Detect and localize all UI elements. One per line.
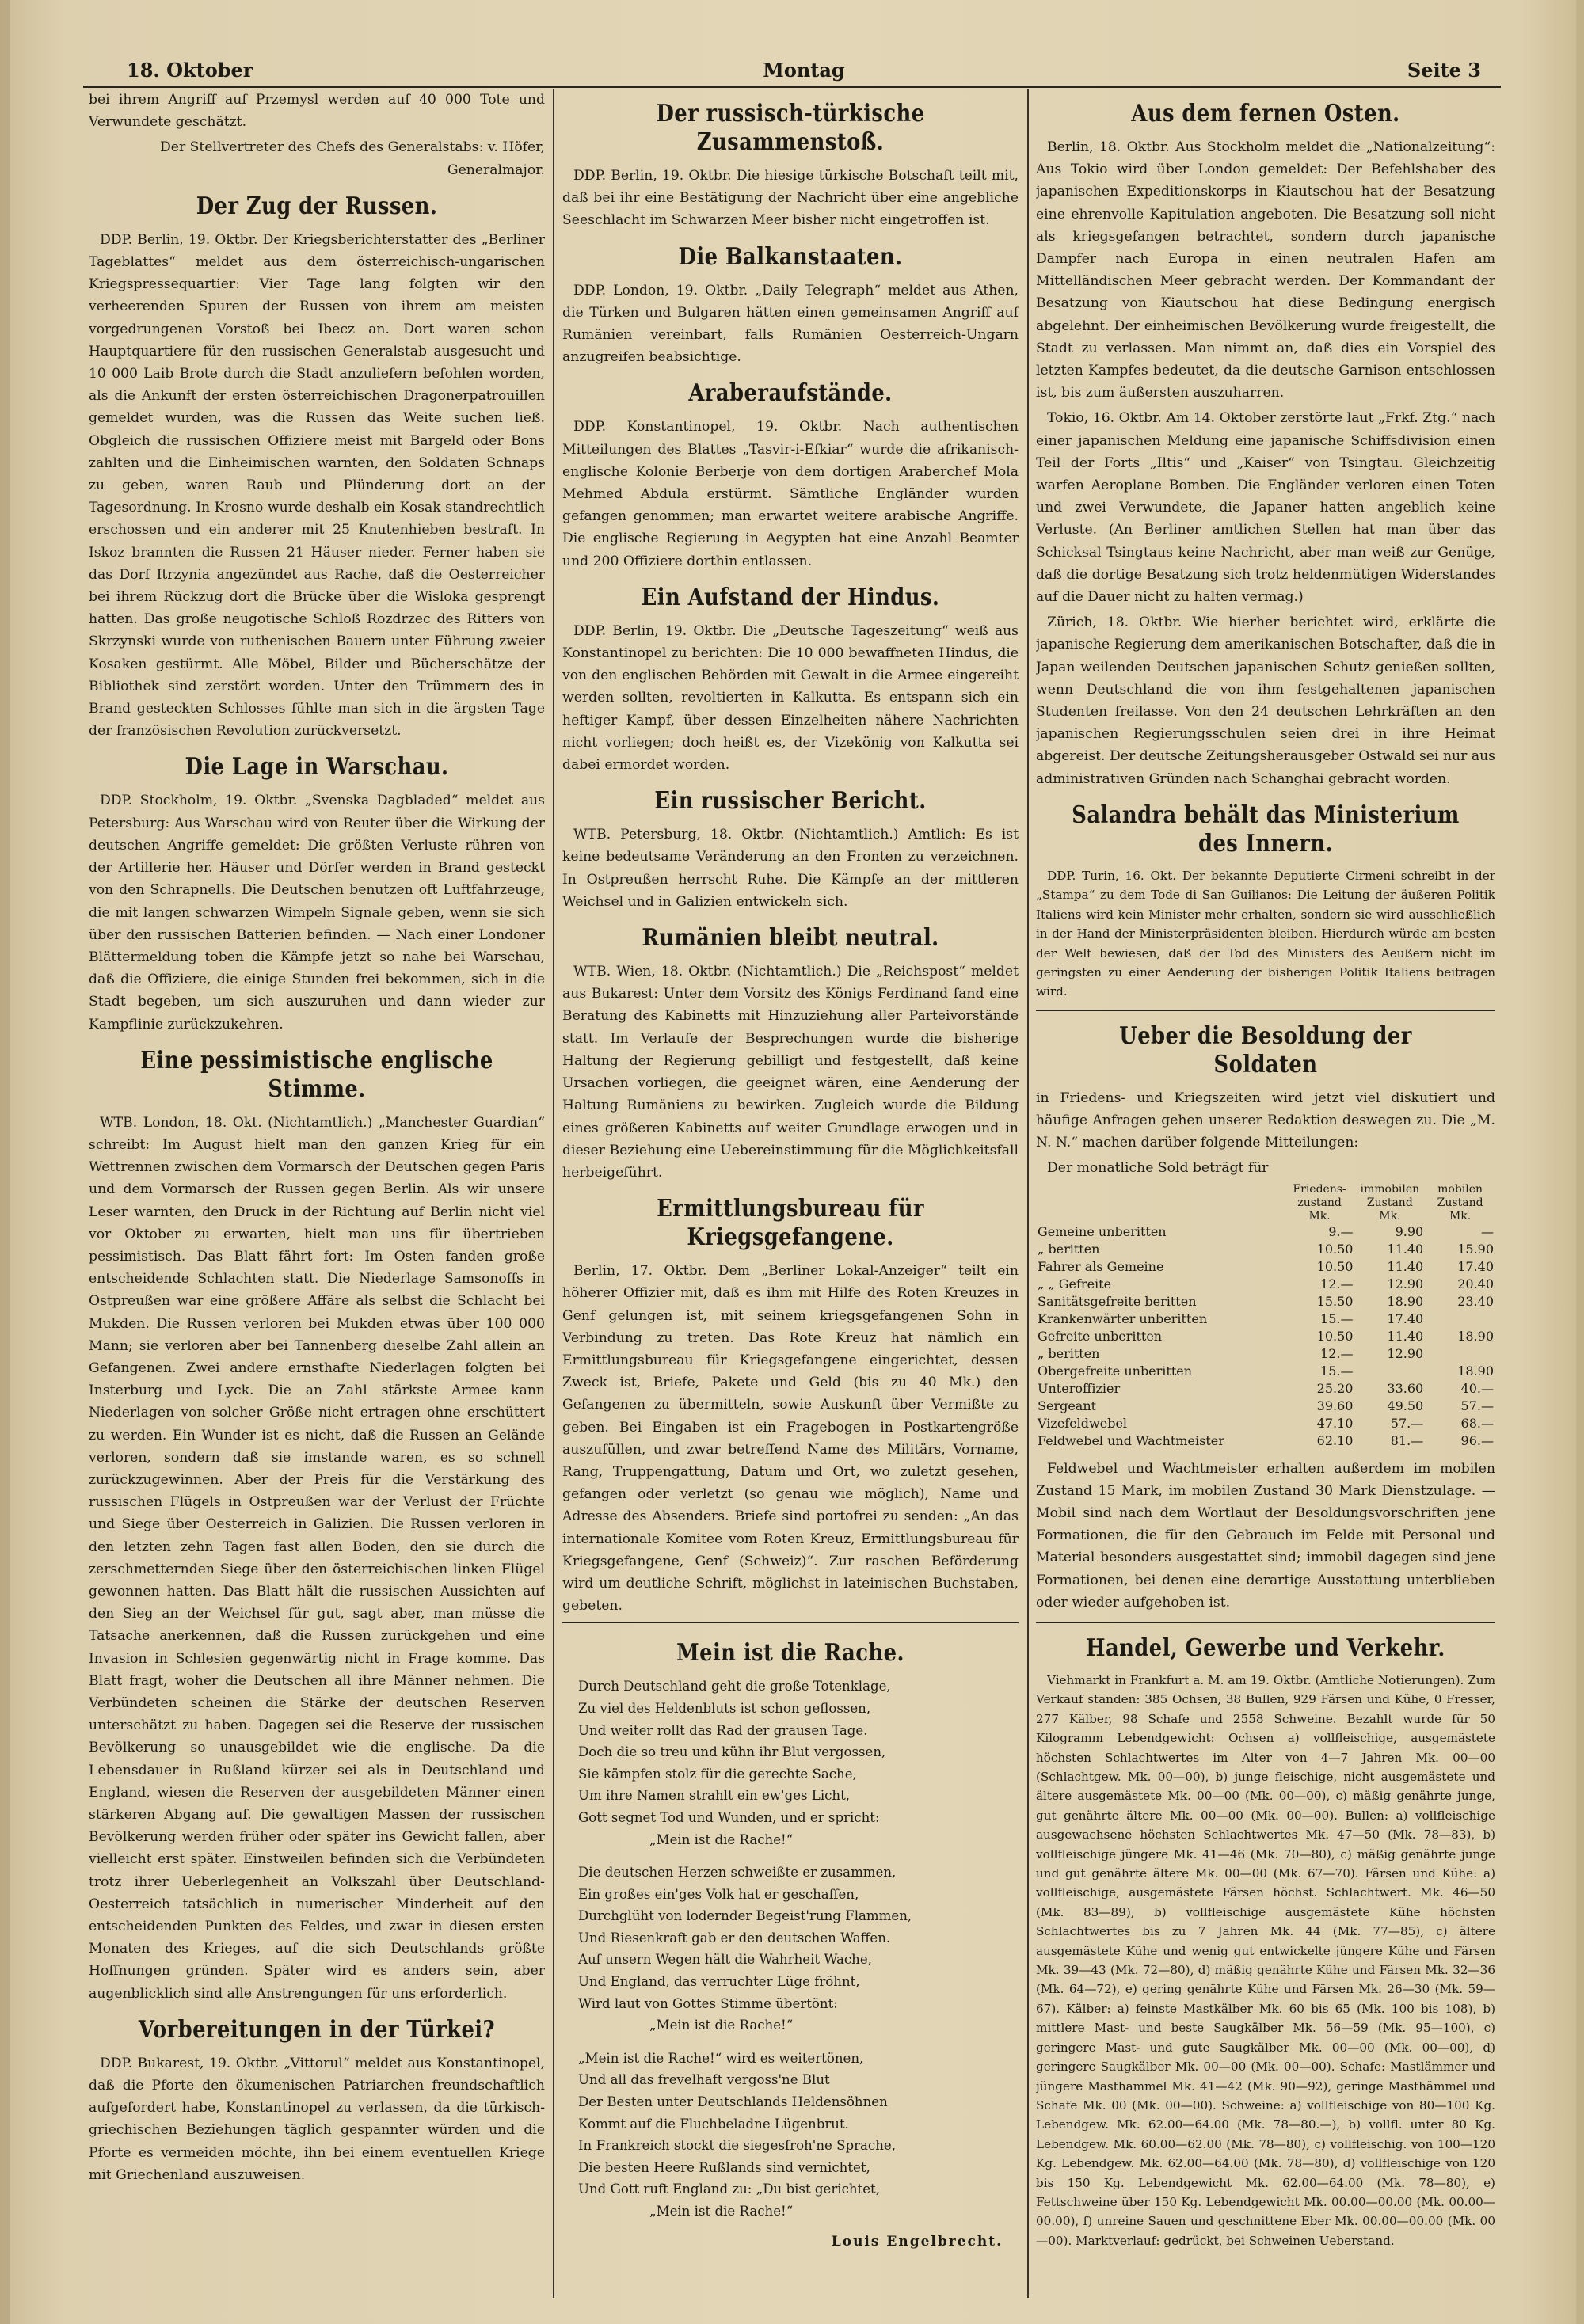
headline-russisch-tuerkisch: Der russisch-türkische Zusammenstoß. bbox=[656, 100, 925, 156]
article-text: Zürich, 18. Oktbr. Wie hierher berichtet wird, erklärte die japanische Regierung dem amerikanischen Botschafter, daß die in Japan weilenden Deutschen japanischen Schutz genießen sollten, wenn Deutschland die von ihm festgehaltenen japanischen Studenten freilasse. Von den 24 deutschen Lehrkräften an den japanischen Regierungsschulen seien drei in ihre Heimat abgereist. Der deutsche Zeitungsherausgeber Ostwald sei nur aus administrativen Gründen nach Schanghai gebracht worden. bbox=[1036, 614, 1495, 787]
value-cell: 11.40 bbox=[1387, 1258, 1424, 1274]
poem-line: Ein großes ein'ges Volk hat er geschaffen, bbox=[578, 1886, 859, 1902]
value-cell bbox=[1425, 1345, 1495, 1363]
value-cell: 10.50 bbox=[1316, 1328, 1354, 1344]
poem-line: Um ihre Namen strahlt ein ew'ges Licht, bbox=[578, 1788, 851, 1804]
value-cell: 81.— bbox=[1390, 1432, 1424, 1448]
value-cell: 57.— bbox=[1390, 1415, 1424, 1431]
article-text: Feldwebel und Wachtmeister erhalten außerdem im mobilen Zustand 15 Mark, im mobilen Zustand 30 Mark Dienstzulage. — Mobil sind nach dem Wortlaut der Besoldungsvorschriften jene Formationen, die für den Gebrauch im Felde mit Personal und Material besonders ausgestattet sind; immobil dagegen sind jene Formationen, bei denen eine derartige Ausstattung unterblieben oder wieder aufgehoben ist. bbox=[1036, 1460, 1495, 1611]
value-cell: 9.90 bbox=[1395, 1223, 1424, 1239]
headline-handel-gewerbe: Handel, Gewerbe und Verkehr. bbox=[1086, 1634, 1445, 1662]
poem-line: „Mein ist die Rache!“ wird es weitertönen, bbox=[578, 2050, 864, 2066]
rank-cell: Unteroffizier bbox=[1038, 1380, 1121, 1396]
article-text: WTB. London, 18. Okt. (Nichtamtlich.) „Manchester Guardian“ schreibt: Im August hielt man den ganzen Krieg für ein Wettrennen zwischen dem Vormarsch der Deutschen gegen Paris und dem Vormarsch der Russen gegen Berlin. Als wir unsere Leser warnten, den Druck in der Richtung auf Berlin nicht viel vor Oktober zu erwarten, hielt man uns für übertrieben pessimistisch. Das Blatt fährt fort: Im Osten fanden große entscheidende Schlachten statt. Die Niederlage Samsonoffs in Ostpreußen war eine größere Affäre als selbst die Schlacht bei Mukden. Die Russen verloren bei Mukden etwas über 100 000 Mann; sie verloren aber bei Tannenberg dieselbe Zahl allein an Gefangenen. Zwei andere ernsthafte Niederlagen folgten bei Insterburg und Lyck. Die an Zahl stärkste Armee kann Niederlagen von solcher Größe nicht ertragen ohne erschüttert zu werden. Ein Wunder ist es nicht, daß die Russen an Gelände verloren, sondern daß sie imstande waren, es so schnell zurückzugewinnen. Aber der Preis für die Verstärkung des russischen Flügels in Ostpreußen war der Verlust der Früchte und Siege über Oesterreich in Galizien. Die Russen verloren in den letzten zehn Tagen fast allen Boden, den sie durch die zerschmetternden Siege über den österreichischen linken Flügel gewonnen hatten. Das Blatt hält die russischen Aussichten auf den Sieg an der Weichsel für gut, sagt aber, man müsse die Tatsache anerkennen, daß die Russen zurückgehen und eine Invasion in Schlesien gegenwärtig nicht in Frage komme. Das Blatt fragt, woher die Deutschen all ihre Männer nehmen. Die Verbündeten scheinen die Stärke der deutschen Reserven unterschätzt zu haben. Dagegen sei die Reserve der russischen Bevölkerung so unausgebildet wie die englische. Da die Lebensdauer in Rußland kürzer sei als in Deutschland und England, wiesen die Reserven der ausgebildeten Männer einen stärkeren Abgang auf. Die gewaltigen Massen der russischen Bevölkerung werden früher oder später ins Gewicht fallen, aber vielleicht erst später. Einstweilen befinden sich die Verbündeten trotz ihrer Ueberlegenheit an Volkszahl über Deutschland-Oesterreich tatsächlich in numerischer Minderheit auf den entscheidenden Punkten des Feldes, und zwar in diesen ersten Monaten des Krieges, auf die sich Deutschlands größte Hoffnungen gründen. Später wird es anders sein, aber augenblicklich sind alle Anstrengungen für uns erforderlich. bbox=[89, 1114, 545, 2002]
poem-line: Kommt auf die Fluchbeladne Lügenbrut. bbox=[578, 2116, 849, 2132]
value-cell: — bbox=[1481, 1223, 1494, 1239]
table-row bbox=[1036, 1293, 1495, 1310]
header-date: 18. Oktober bbox=[127, 59, 253, 82]
column-divider-2 bbox=[1027, 89, 1029, 2298]
table-row bbox=[1036, 1310, 1495, 1328]
poem-line: Durchglüht von lodernder Begeist'rung Flammen, bbox=[578, 1908, 912, 1924]
header-rule bbox=[83, 86, 1501, 88]
value-cell: 9.— bbox=[1328, 1223, 1354, 1239]
article-text: Der monatliche Sold beträgt für bbox=[1047, 1160, 1269, 1177]
poem-stanza bbox=[578, 2048, 1003, 2223]
poem-line: Die deutschen Herzen schweißte er zusammen, bbox=[578, 1865, 897, 1881]
value-cell: 11.40 bbox=[1387, 1241, 1424, 1257]
poem-line: In Frankreich stockt die siegesfroh'ne Sprache, bbox=[578, 2138, 896, 2154]
headline-salandra: Salandra behält das Ministerium des Innern. bbox=[1072, 801, 1460, 858]
rank-cell: Gefreite unberitten bbox=[1038, 1328, 1163, 1344]
continued-text: bei ihrem Angriff auf Przemysl werden auf 40 000 Tote und Verwundete geschätzt. bbox=[89, 92, 545, 131]
article-text: DDP. Bukarest, 19. Oktbr. „Vittorul“ meldet aus Konstantinopel, daß die Pforte den ökumenischen Patriarchen freundschaftlich aufgefordert habe, Konstantinopel zu verlassen, da die türkisch-griechischen Beziehungen täglich gespannter würden und die Pforte es vermeiden möchte, ihn bei einem eventuellen Kriege mit Griechenland auszuweisen. bbox=[89, 2055, 545, 2183]
value-cell: 17.40 bbox=[1387, 1310, 1424, 1326]
value-cell: 18.90 bbox=[1457, 1363, 1494, 1379]
poem-line: Und England, das verruchter Lüge fröhnt, bbox=[578, 1974, 860, 1990]
rank-cell: Sergeant bbox=[1038, 1398, 1097, 1413]
header-page-number: Seite 3 bbox=[1407, 59, 1481, 82]
value-cell: 15.— bbox=[1320, 1363, 1354, 1379]
article-text: DDP. Berlin, 19. Oktbr. Die hiesige türkische Botschaft teilt mit, daß bei ihr eine Bestätigung der Nachricht über eine angebliche Seeschlacht im Schwarzen Meer bisher nicht eingetroffen ist. bbox=[562, 168, 1019, 229]
value-cell: 12.— bbox=[1320, 1345, 1354, 1361]
rank-cell: Feldwebel und Wachtmeister bbox=[1038, 1432, 1224, 1448]
page-edge-shadow bbox=[1576, 0, 1584, 2324]
value-cell: 10.50 bbox=[1316, 1258, 1354, 1274]
rank-cell: Krankenwärter unberitten bbox=[1038, 1310, 1208, 1326]
rank-cell: Gemeine unberitten bbox=[1038, 1223, 1167, 1239]
value-cell bbox=[1425, 1310, 1495, 1328]
table-row bbox=[1036, 1276, 1495, 1293]
article-text: DDP. Stockholm, 19. Oktbr. „Svenska Dagbladed“ meldet aus Petersburg: Aus Warschau wird von Reuter über die Wirkung der deutschen Angriffe gemeldet: Die größten Verluste rühren von der Artillerie her. Häuser und Dörfer werden in Brand gesteckt von den Schrapnells. Die Deutschen benutzen oft Luftfahrzeuge, die mit langen schwarzen Wimpeln Signale geben, wenn sie sich über den russischen Batterien befinden. — Nach einer Londoner Blättermeldung toben die Kämpfe jetzt so nahe bei Warschau, daß die Offiziere, die einige Stunden frei bekommen, sich in die Stadt begeben, um sich auszuruhen und dann wieder zur Kampflinie zurückzukehren. bbox=[89, 793, 545, 1033]
article-text: DDP. Turin, 16. Okt. Der bekannte Deputierte Cirmeni schreibt in der „Stampa“ zu dem Tode di San Guilianos: Die Leitung der äußeren Politik Italiens wird kein Minister mehr erhalten, sondern sie wird ausschließlich in der Hand der Ministerpräsidenten bleiben. Hierdurch würde am besten der Welt bewiesen, daß der Tod des Ministers des Aeußern nicht im geringsten zu einer Aenderung der bisherigen Politik Italiens beitragen wird. bbox=[1036, 868, 1495, 999]
poem-line: Sie kämpfen stolz für die gerechte Sache, bbox=[578, 1766, 857, 1782]
value-cell: 47.10 bbox=[1316, 1415, 1354, 1431]
article-text: DDP. Berlin, 19. Oktbr. Der Kriegsberichterstatter des „Berliner Tageblattes“ meldet aus dem österreichisch-ungarischen Kriegspressequartier: Vier Tage lang folgten wir den verheerenden Spuren der Russen von ihrem am meisten vorgedrungenen Vorstoß bei Ibecz an. Dort waren schon Hauptquartiere für den russischen Generalstab ausgesucht und 10 000 Laib Brote durch die Stadt anzuliefern befohlen worden, als die Ankunft der ersten österreichischen Dragonerpatrouillen gemeldet wurden, was die Russen das Weite suchen ließ. Obgleich die russischen Offiziere meist mit Bargeld oder Bons zahlten und die Einheimischen warnten, den Soldaten Schnaps zu geben, waren Raub und Plünderung dort an der Tagesordnung. In Krosno wurde deshalb ein Kosak standrechtlich erschossen und ein anderer mit 25 Knutenhieben bestraft. In Iskoz brannten die Russen 21 Häuser nieder. Ferner haben sie das Dorf Itrzynia angezündet aus Rache, daß die Oesterreicher bei ihrem Rückzug dort die Brücke über die Wisloka gesprengt hatten. Das große neugotische Schloß Rozdrzec des Ritters von Skrzynski wurde von ruthenischen Bauern unter Führung zweier Kosaken gestürmt. Alle Möbel, Bilder und Bücherschätze der Bibliothek sind zerstört worden. Unter den Trümmern des in Brand gesteckten Schlosses fühlte man sich in die ärgsten Tage der französischen Revolution zurückversetzt. bbox=[89, 231, 545, 740]
poem-line: Durch Deutschland geht die große Totenklage, bbox=[578, 1679, 891, 1695]
poem bbox=[562, 1622, 1019, 2249]
table-row bbox=[1036, 1398, 1495, 1415]
value-cell: 15.50 bbox=[1316, 1293, 1354, 1309]
column-1 bbox=[89, 89, 545, 2292]
rank-cell: „ beritten bbox=[1038, 1241, 1100, 1257]
table-row bbox=[1036, 1241, 1495, 1258]
table-row bbox=[1036, 1432, 1495, 1450]
header-day: Montag bbox=[763, 59, 845, 82]
table-row bbox=[1036, 1363, 1495, 1380]
value-cell: 18.90 bbox=[1387, 1293, 1424, 1309]
headline-englische-stimme: Eine pessimistische englische Stimme. bbox=[140, 1046, 493, 1103]
rank-cell: Fahrer als Gemeine bbox=[1038, 1258, 1164, 1274]
poem-line: Und all das frevelhaft vergoss'ne Blut bbox=[578, 2072, 830, 2088]
signature-line: Der Stellvertreter des Chefs des Generalstabs: v. Höfer, Generalmajor. bbox=[160, 139, 545, 178]
value-cell: 18.90 bbox=[1457, 1328, 1494, 1344]
table-row bbox=[1036, 1345, 1495, 1363]
table-header-cell bbox=[1036, 1183, 1285, 1223]
value-cell: 33.60 bbox=[1387, 1380, 1424, 1396]
poem-title: Mein ist die Rache. bbox=[676, 1639, 904, 1668]
pay-table bbox=[1036, 1183, 1495, 1450]
article-text: DDP. Berlin, 19. Oktbr. Die „Deutsche Tageszeitung“ weiß aus Konstantinopel zu berichten: Die 10 000 bewaffneten Hindus, die von den englischen Behörden mit Gewalt in die Armee eingereiht werden sollten, revoltierten in Kalkutta. Es entspann sich ein heftiger Kampf, über dessen Einzelheiten nähere Nachrichten nicht vorliegen; doch heißt es, der Vizekönig von Kalkutta sei dabei ermordet worden. bbox=[562, 622, 1019, 774]
article-text: WTB. Wien, 18. Oktbr. (Nichtamtlich.) Die „Reichspost“ meldet aus Bukarest: Unter dem Vorsitz des Königs Ferdinand fand eine Beratung des Kabinetts mit Hinzuziehung aller Parteivorstände statt. Im Verlaufe der Besprechungen wurde die bisherige Haltung der Regierung gebilligt und festgestellt, daß keine Ursachen vorliegen, die geeignet wären, eine Aenderung der Haltung Rumäniens zu bewirken. Zugleich wurde die Bildung eines größeren Kabinetts auf weiter Grundlage erwogen und in dieser Beziehung eine Uebereinstimmung für die Möglichkeitsfall herbeigeführt. bbox=[562, 964, 1019, 1181]
value-cell: 96.— bbox=[1460, 1432, 1494, 1448]
poem-author: Louis Engelbrecht. bbox=[831, 2233, 1003, 2250]
column-divider-1 bbox=[553, 89, 554, 2298]
poem-line: Zu viel des Heldenbluts ist schon geflossen, bbox=[578, 1700, 871, 1716]
headline-fernen-osten: Aus dem fernen Osten. bbox=[1131, 100, 1400, 127]
table-row bbox=[1036, 1415, 1495, 1432]
value-cell: 12.90 bbox=[1387, 1276, 1424, 1291]
headline-araberaufstaende: Araberaufstände. bbox=[688, 379, 893, 408]
article-text: WTB. Petersburg, 18. Oktbr. (Nichtamtlich.) Amtlich: Es ist keine bedeutsame Veränderung an den Fronten zu verzeichnen. In Ostpreußen herrscht Ruhe. Die Kämpfe an der mittleren Weichsel und in Galizien entwickeln sich. bbox=[562, 827, 1019, 910]
headline-besoldung: Ueber die Besoldung der Soldaten bbox=[1119, 1021, 1412, 1078]
poem-line: Doch die so treu und kühn ihr Blut vergossen, bbox=[578, 1744, 886, 1760]
value-cell: 10.50 bbox=[1316, 1241, 1354, 1257]
value-cell: 25.20 bbox=[1316, 1380, 1354, 1396]
value-cell: 11.40 bbox=[1387, 1328, 1424, 1344]
value-cell: 62.10 bbox=[1316, 1432, 1354, 1448]
value-cell: 17.40 bbox=[1457, 1258, 1494, 1274]
article-text: Berlin, 18. Oktbr. Aus Stockholm meldet die „Nationalzeitung“: Aus Tokio wird über London gemeldet: Der Befehlshaber des japanischen Expeditionskorps in Kiautschou hat der Besatzung eine ehrenvolle Kapitulation angeboten. Die Besatzung soll nicht als kriegsgefangen betrachtet, sondern durch japanische Dampfer nach Europa in einen neutralen Hafen am Mittelländischen Meer gebracht werden. Der Kommandant der Besatzung von Kiautschou hat diese Bedingung energisch abgelehnt. Der einheimischen Bevölkerung wurde freigestellt, die Stadt zu verlassen. Man nimmt an, daß dies ein Vorspiel des letzten Kampfes bedeutet, da die deutsche Garnison entschlossen ist, bis zum äußersten auszuharren. bbox=[1036, 139, 1495, 401]
table-row bbox=[1036, 1328, 1495, 1345]
article-text: Tokio, 16. Oktbr. Am 14. Oktober zerstörte laut „Frkf. Ztg.“ nach einer japanischen Meldung eine japanische Schiffsdivision einen Teil der Forts „Iltis“ und „Kaiser“ von Tsingtau. Gleichzeitig warfen Aeroplane Bomben. Die Engländer verloren einen Toten und zwei Verwundete, die Japaner hatten angeblich keine Verluste. (An Berliner amtlichen Stellen hat man über das Schicksal Tsingtaus keine Nachricht, aber man weiß zur Genüge, daß die dortige Besatzung sich trotz heldenmütigen Widerstandes auf die Dauer nicht zu halten vermag.) bbox=[1036, 410, 1495, 606]
article-text: DDP. London, 19. Oktbr. „Daily Telegraph“ meldet aus Athen, die Türken und Bulgaren hätten einen gemeinsamen Angriff auf Rumänien vereinbart, falls Rumänien Oesterreich-Ungarn anzugreifen beabsichtige. bbox=[562, 282, 1019, 366]
article-text: DDP. Konstantinopel, 19. Oktbr. Nach authentischen Mitteilungen des Blattes „Tasvir-i-Efkiar“ wurde die afrikanisch-englische Kolonie Berberje von dem dortigen Araberchef Mola Mehmed Abdula erstürmt. Sämtliche Engländer wurden gefangen genommen; man erwartet weitere arabische Angriffe. Die englische Regierung in Aegypten hat eine Anzahl Beamter und 200 Offiziere dorthin entlassen. bbox=[562, 419, 1019, 569]
value-cell bbox=[1354, 1363, 1425, 1380]
table-row bbox=[1036, 1223, 1495, 1241]
article-text: in Friedens- und Kriegszeiten wird jetzt viel diskutiert und häufige Anfragen gehen unserer Redaktion deswegen zu. Die „M. N. N.“ machen darüber folgende Mitteilungen: bbox=[1036, 1090, 1495, 1151]
value-cell: 40.— bbox=[1460, 1380, 1494, 1396]
rank-cell: Sanitätsgefreite beritten bbox=[1038, 1293, 1197, 1309]
table-header-cell: immobilen Zustand Mk. bbox=[1360, 1182, 1420, 1223]
value-cell: 23.40 bbox=[1457, 1293, 1494, 1309]
value-cell: 12.90 bbox=[1387, 1345, 1424, 1361]
section-rule bbox=[1036, 1622, 1495, 1623]
poem-line: „Mein ist die Rache!“ bbox=[649, 1831, 794, 1847]
table-header-cell: mobilen Zustand Mk. bbox=[1437, 1182, 1483, 1223]
headline-ermittlungsbureau: Ermittlungsbureau für Kriegsgefangene. bbox=[657, 1195, 924, 1252]
column-2 bbox=[562, 89, 1019, 2292]
headline-lage-warschau: Die Lage in Warschau. bbox=[185, 753, 449, 782]
headline-vorbereitungen-tuerkei: Vorbereitungen in der Türkei? bbox=[138, 2015, 496, 2044]
poem-line: „Mein ist die Rache!“ bbox=[649, 2018, 794, 2033]
article-text: Viehmarkt in Frankfurt a. M. am 19. Oktbr. (Amtliche Notierungen). Zum Verkauf standen: 385 Ochsen, 38 Bullen, 929 Färsen und Kühe, 0 Fresser, 277 Kälber, 98 Schafe und 2558 Schweine. Bezahlt wurde für 50 Kilogramm Lebendgewicht: Ochsen a) vollfleischige, ausgemästete höchsten Schlachtwertes im Alter von 4—7 Jahren Mk. 00—00 (Schlachtgew. Mk. 00—00), b) junge fleischige, nicht ausgemästete und ältere ausgemästete Mk. 00—00 (Mk. 00—00), c) mäßig genährte junge, gut genährte ältere Mk. 00—00 (Mk. 00—00). Bullen: a) vollfleischige ausgewachsene höchsten Schlachtwertes Mk. 47—50 (Mk. 78—83), b) vollfleischige jüngere Mk. 41—46 (Mk. 70—80), c) mäßig genährte junge und gut genährte ältere Mk. 00—00 (Mk. 67—70). Färsen und Kühe: a) vollfleischige, ausgemästete Färsen höchst. Schlachtwert. Mk. 46—50 (Mk. 83—89), b) vollfleischige ausgemästete Kühe höchsten Schlachtwertes bis zu 7 Jahren Mk. 44 (Mk. 77—85), c) ältere ausgemästete Kühe und wenig gut entwickelte jüngere Kühe und Färsen Mk. 39—43 (Mk. 72—80), d) mäßig genährte Kühe und Färsen Mk. 32—36 (Mk. 64—72), e) gering genährte Kühe und Färsen Mk. 26—30 (Mk. 59—67). Kälber: a) feinste Mastkälber Mk. 60 bis 65 (Mk. 100 bis 108), b) mittlere Mast- und beste Saugkälber Mk. 56—59 (Mk. 95—100), c) geringere Mast- und gute Saugkälber Mk. 00—00 (Mk. 00—00), d) geringere Saugkälber Mk. 00—00 (Mk. 00—00). Schafe: Mastlämmer und jüngere Masthammel Mk. 41—42 (Mk. 90—92), geringe Masthämmel und Schafe Mk. 00 (Mk. 00—00). Schweine: a) vollfleischige von 80—100 Kg. Lebendgew. Mk. 62.00—64.00 (Mk. 78—80.—), b) vollfl. unter 80 Kg. Lebendgew. Mk. 60.00—62.00 (Mk. 78—80), c) vollfleischig. von 100—120 Kg. Lebendgew. Mk. 62.00—64.00 (Mk. 78—80), d) vollfleischige von 120 bis 150 Kg. Lebendgewicht Mk. 62.00—64.00 (Mk. 78—80), e) Fettschweine über 150 Kg. Lebendgewicht Mk. 00.00—00.00 (Mk. 00.00—00.00), f) unreine Sauen und geschnittene Eber Mk. 00.00—00.00 (Mk. 00—00). Marktverlauf: gedrückt, bei Schweinen Ueberstand. bbox=[1036, 1672, 1495, 2248]
table-row bbox=[1036, 1258, 1495, 1276]
poem-stanza bbox=[578, 1675, 1003, 1850]
page-header bbox=[127, 59, 1481, 86]
headline-russischer-bericht: Ein russischer Bericht. bbox=[654, 787, 927, 816]
poem-line: Gott segnet Tod und Wunden, und er spricht: bbox=[578, 1809, 880, 1825]
page-fold-shadow bbox=[0, 0, 10, 2324]
rank-cell: „ „ Gefreite bbox=[1038, 1276, 1112, 1291]
value-cell: 20.40 bbox=[1457, 1276, 1494, 1291]
rank-cell: Obergefreite unberitten bbox=[1038, 1363, 1193, 1379]
poem-line: Der Besten unter Deutschlands Heldensöhnen bbox=[578, 2094, 888, 2110]
poem-line: Wird laut von Gottes Stimme übertönt: bbox=[578, 1995, 838, 2011]
poem-line: Und weiter rollt das Rad der grausen Tage. bbox=[578, 1722, 868, 1738]
value-cell: 57.— bbox=[1460, 1398, 1494, 1413]
column-3 bbox=[1036, 89, 1495, 2292]
poem-line: Und Gott ruft England zu: „Du bist gerichtet, bbox=[578, 2181, 880, 2197]
value-cell: 68.— bbox=[1460, 1415, 1494, 1431]
rank-cell: „ beritten bbox=[1038, 1345, 1100, 1361]
headline-zug-der-russen: Der Zug der Russen. bbox=[196, 192, 438, 220]
value-cell: 39.60 bbox=[1316, 1398, 1354, 1413]
article-text: Berlin, 17. Oktbr. Dem „Berliner Lokal-Anzeiger“ teilt ein höherer Offizier mit, daß es ihm mit Hilfe des Roten Kreuzes in Genf gelungen ist, mit seinem kriegsgefangenen Sohn in Verbindung zu treten. Das Rote Kreuz hat nämlich ein Ermittlungsbureau für Kriegsgefangene eingerichtet, dessen Zweck ist, Briefe, Pakete und Geld (bis zu 40 Mk.) den Gefangenen zu übermitteln, sowie Auskunft über Vermißte zu geben. Bei Eingaben ist ein Fragebogen in Postkartengröße auszufüllen, und zwar betreffend Name des Militärs, Vorname, Rang, Truppengattung, Datum und Ort, wo zuletzt gesehen, gefangen oder verletzt (so genau wie möglich), Name und Adresse des Absenders. Briefe sind portofrei zu senden: „An das internationale Komitee vom Roten Kreuz, Ermittlungsbureau für Kriegsgefangene, Genf (Schweiz)“. Zur raschen Beförderung wird um deutliche Schrift, möglichst in lateinischen Buchstaben, gebeten. bbox=[562, 1263, 1019, 1615]
value-cell: 49.50 bbox=[1387, 1398, 1424, 1413]
poem-line: Und Riesenkraft gab er den deutschen Waffen. bbox=[578, 1930, 891, 1946]
poem-line: Auf unsern Wegen hält die Wahrheit Wache, bbox=[578, 1952, 872, 1968]
pay-table-header bbox=[1036, 1183, 1495, 1223]
poem-line: „Mein ist die Rache!“ bbox=[649, 2204, 794, 2219]
value-cell: 15.— bbox=[1320, 1310, 1354, 1326]
headline-aufstand-hindus: Ein Aufstand der Hindus. bbox=[641, 583, 940, 611]
poem-stanza bbox=[578, 1862, 1003, 2037]
value-cell: 15.90 bbox=[1457, 1241, 1494, 1257]
rank-cell: Vizefeldwebel bbox=[1038, 1415, 1128, 1431]
table-row bbox=[1036, 1380, 1495, 1398]
value-cell: 12.— bbox=[1320, 1276, 1354, 1291]
table-header-cell: Friedens-zustand Mk. bbox=[1293, 1182, 1346, 1223]
headline-rumaenien-neutral: Rumänien bleibt neutral. bbox=[642, 924, 939, 953]
headline-balkanstaaten: Die Balkanstaaten. bbox=[678, 242, 903, 271]
section-rule bbox=[1036, 1010, 1495, 1011]
poem-line: Die besten Heere Rußlands sind vernichtet, bbox=[578, 2159, 870, 2175]
